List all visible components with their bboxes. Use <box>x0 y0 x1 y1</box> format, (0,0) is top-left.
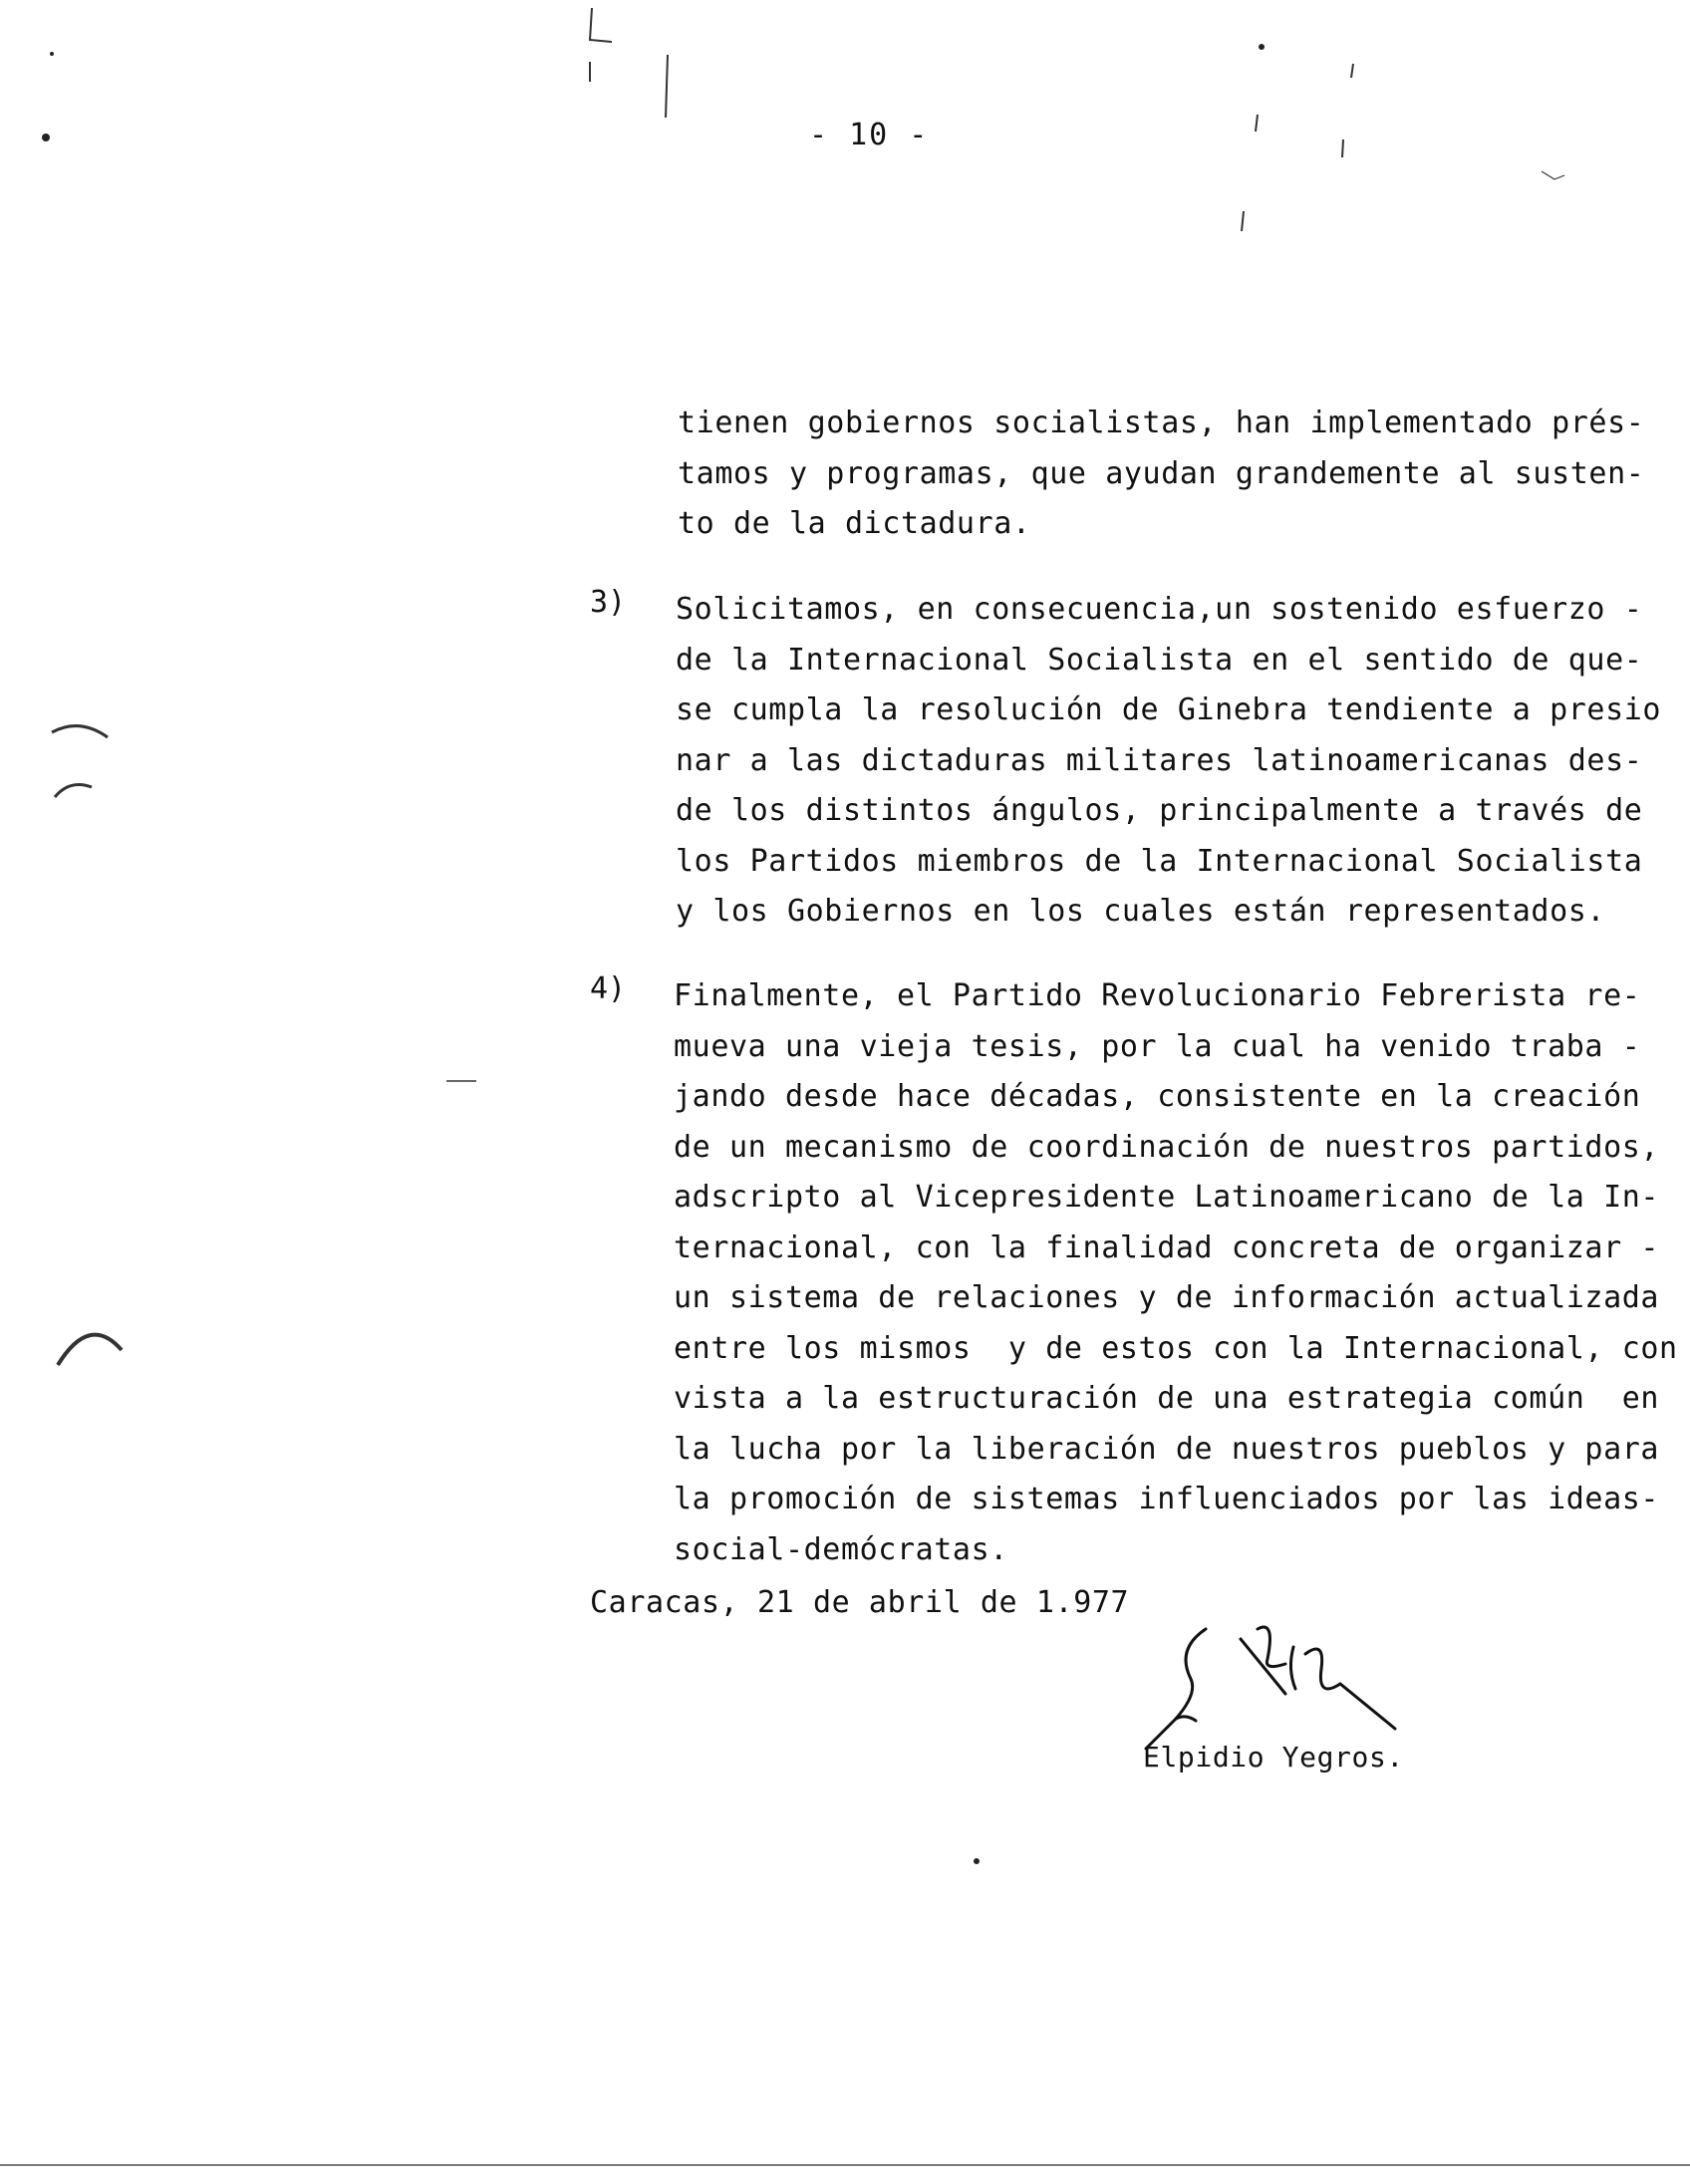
item-4-text: Finalmente, el Partido Revolucionario Febrerista re- mueva una vieja tesis, por la cual ha venido traba - jando desde hace décadas, consistente en la creación de un mecanismo de coordinación de nuestros partidos, adscripto al Vicepresidente Latinoamericano de la In- ternacional, con la finalidad concreta de organizar - un sistema de relaciones y de información actualizada entre los mismos y de estos con la Internacional, con vista a la estructuración de una estrategia común en la lucha por la liberación de nuestros pueblos y para la promoción de sistemas influenciados por las ideas- social-demócratas. <box>674 978 1678 1567</box>
binding-hole-mark <box>55 785 92 797</box>
speck-mark <box>590 8 612 42</box>
item-3-marker: 3) <box>590 585 627 620</box>
item-4-marker: 4) <box>590 971 627 1006</box>
page-number: - 10 - <box>809 118 930 152</box>
speck-mark <box>1342 139 1343 157</box>
speck-dot <box>50 52 54 56</box>
signer-name: Elpidio Yegros. <box>1143 1741 1404 1774</box>
speck-mark <box>1256 115 1258 132</box>
speck-dot <box>1259 44 1265 50</box>
speck-mark <box>1242 211 1244 231</box>
handwritten-signature <box>1136 1609 1415 1759</box>
binding-hole-mark <box>52 726 108 737</box>
speck-dot <box>42 134 50 141</box>
speck-mark <box>666 55 668 118</box>
closing-place-date: Caracas, 21 de abril de 1.977 <box>590 1585 1130 1620</box>
page-bottom-rule <box>0 2164 1690 2166</box>
speck-dot <box>974 1858 980 1864</box>
speck-mark <box>1351 64 1353 78</box>
binding-hole-mark <box>58 1335 122 1365</box>
intro-paragraph: tienen gobiernos socialistas, han implementado prés- tamos y programas, que ayudan grandemente al susten- to de la dictadura. <box>678 406 1645 541</box>
speck-mark <box>1542 171 1564 179</box>
item-3-text: Solicitamos, en consecuencia,un sostenido esfuerzo - de la Internacional Socialista en el sentido de que- se cumpla la resolución de Ginebra tendiente a presio nar a las dictaduras militares latinoamericanas des- de los distintos ángulos, principalmente a través de los Partidos miembros de la Internacional Socialista y los Gobiernos en los cuales están representados. <box>676 592 1662 929</box>
